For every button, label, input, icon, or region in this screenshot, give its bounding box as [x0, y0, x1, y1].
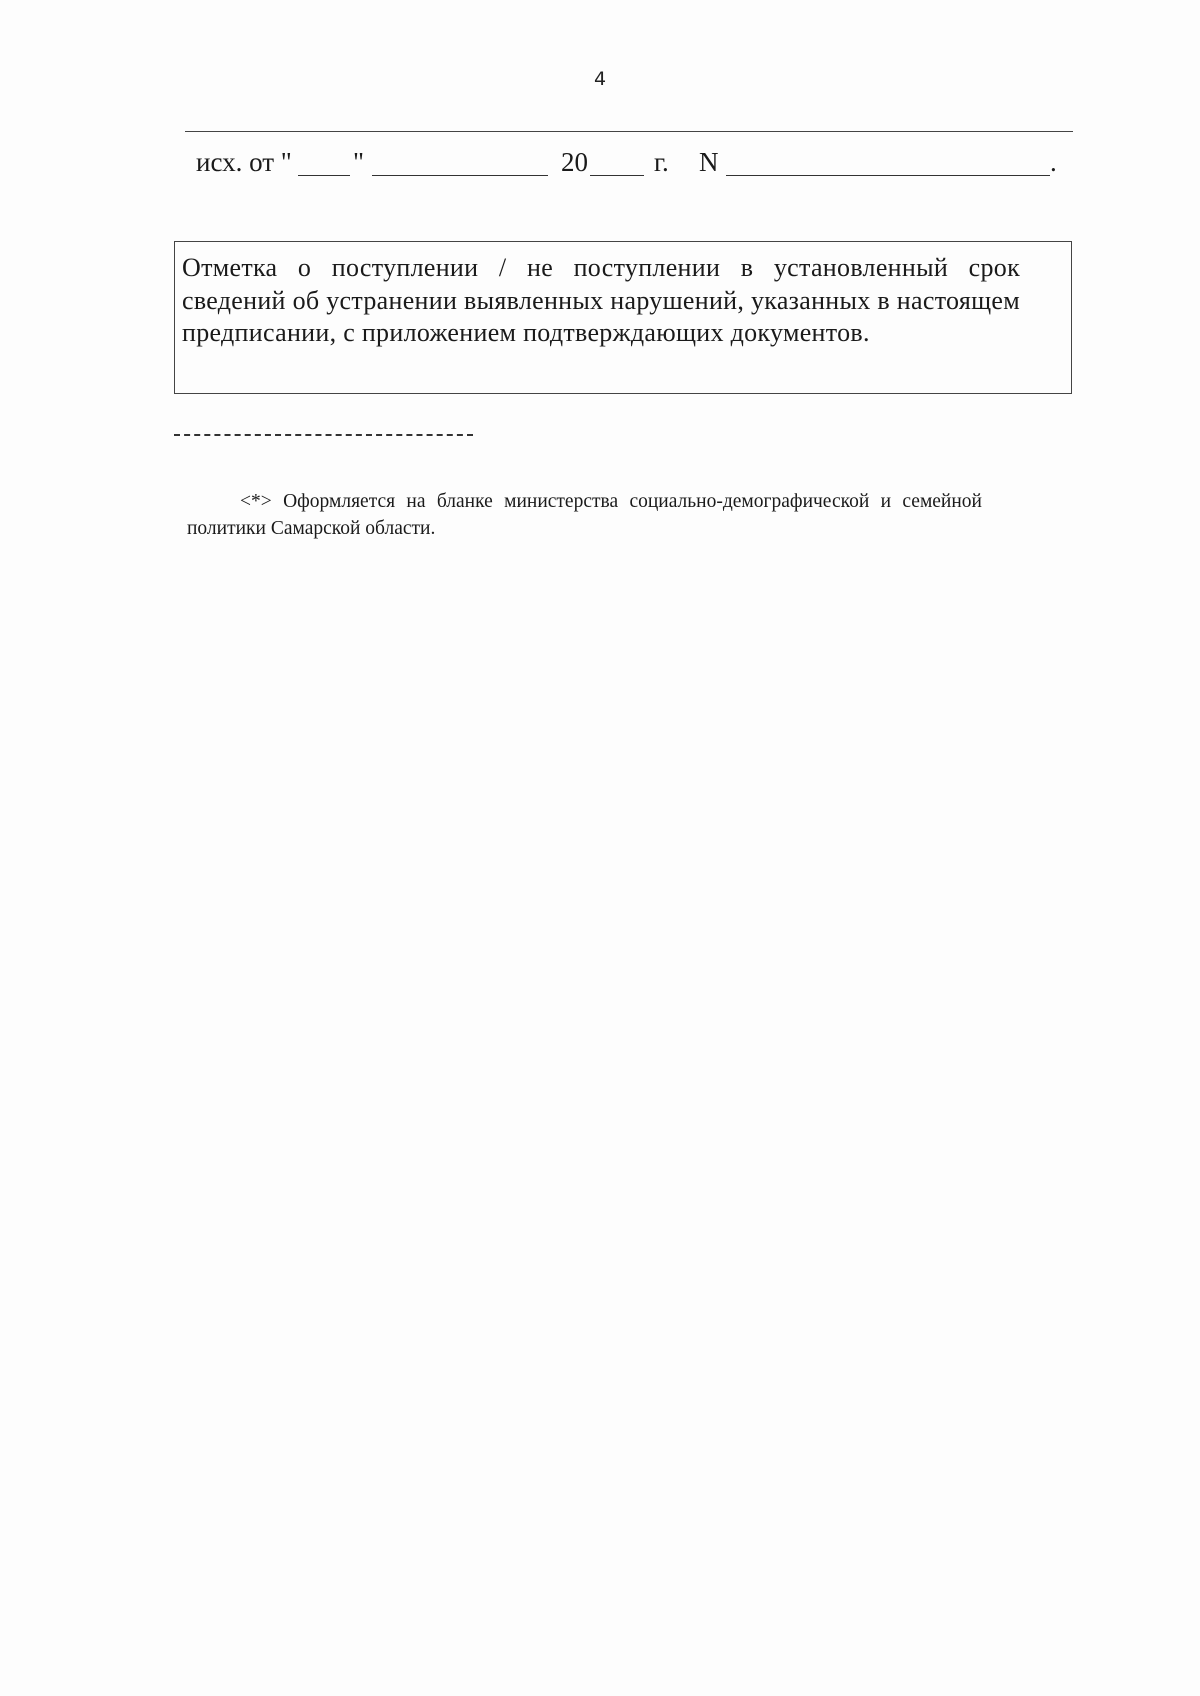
year-prefix: 20: [561, 147, 588, 177]
footnote: <*> Оформляется на бланке министерства социально-демографической и семейной политики Самарской области.: [187, 491, 982, 539]
footnote-separator: [174, 434, 473, 436]
reference-prefix: исх. от ": [196, 147, 292, 177]
receipt-mark-text: Отметка о поступлении / не поступлении в установленный срок сведений об устранении выявленных нарушений, указанных в настоящем предписании, с приложением подтверждающих документов.: [182, 253, 1020, 347]
year-blank[interactable]: [590, 175, 644, 176]
page-number: 4: [593, 68, 607, 90]
number-blank[interactable]: [726, 175, 1050, 176]
day-blank[interactable]: [298, 175, 350, 176]
year-suffix: г.: [654, 147, 669, 177]
receipt-mark-box: [174, 241, 1072, 394]
number-label: N: [699, 147, 719, 177]
reference-end: .: [1050, 147, 1057, 177]
top-rule: [185, 131, 1073, 132]
reference-quote-close: ": [353, 147, 365, 177]
reference-line: [196, 142, 1066, 182]
month-blank[interactable]: [372, 175, 548, 176]
